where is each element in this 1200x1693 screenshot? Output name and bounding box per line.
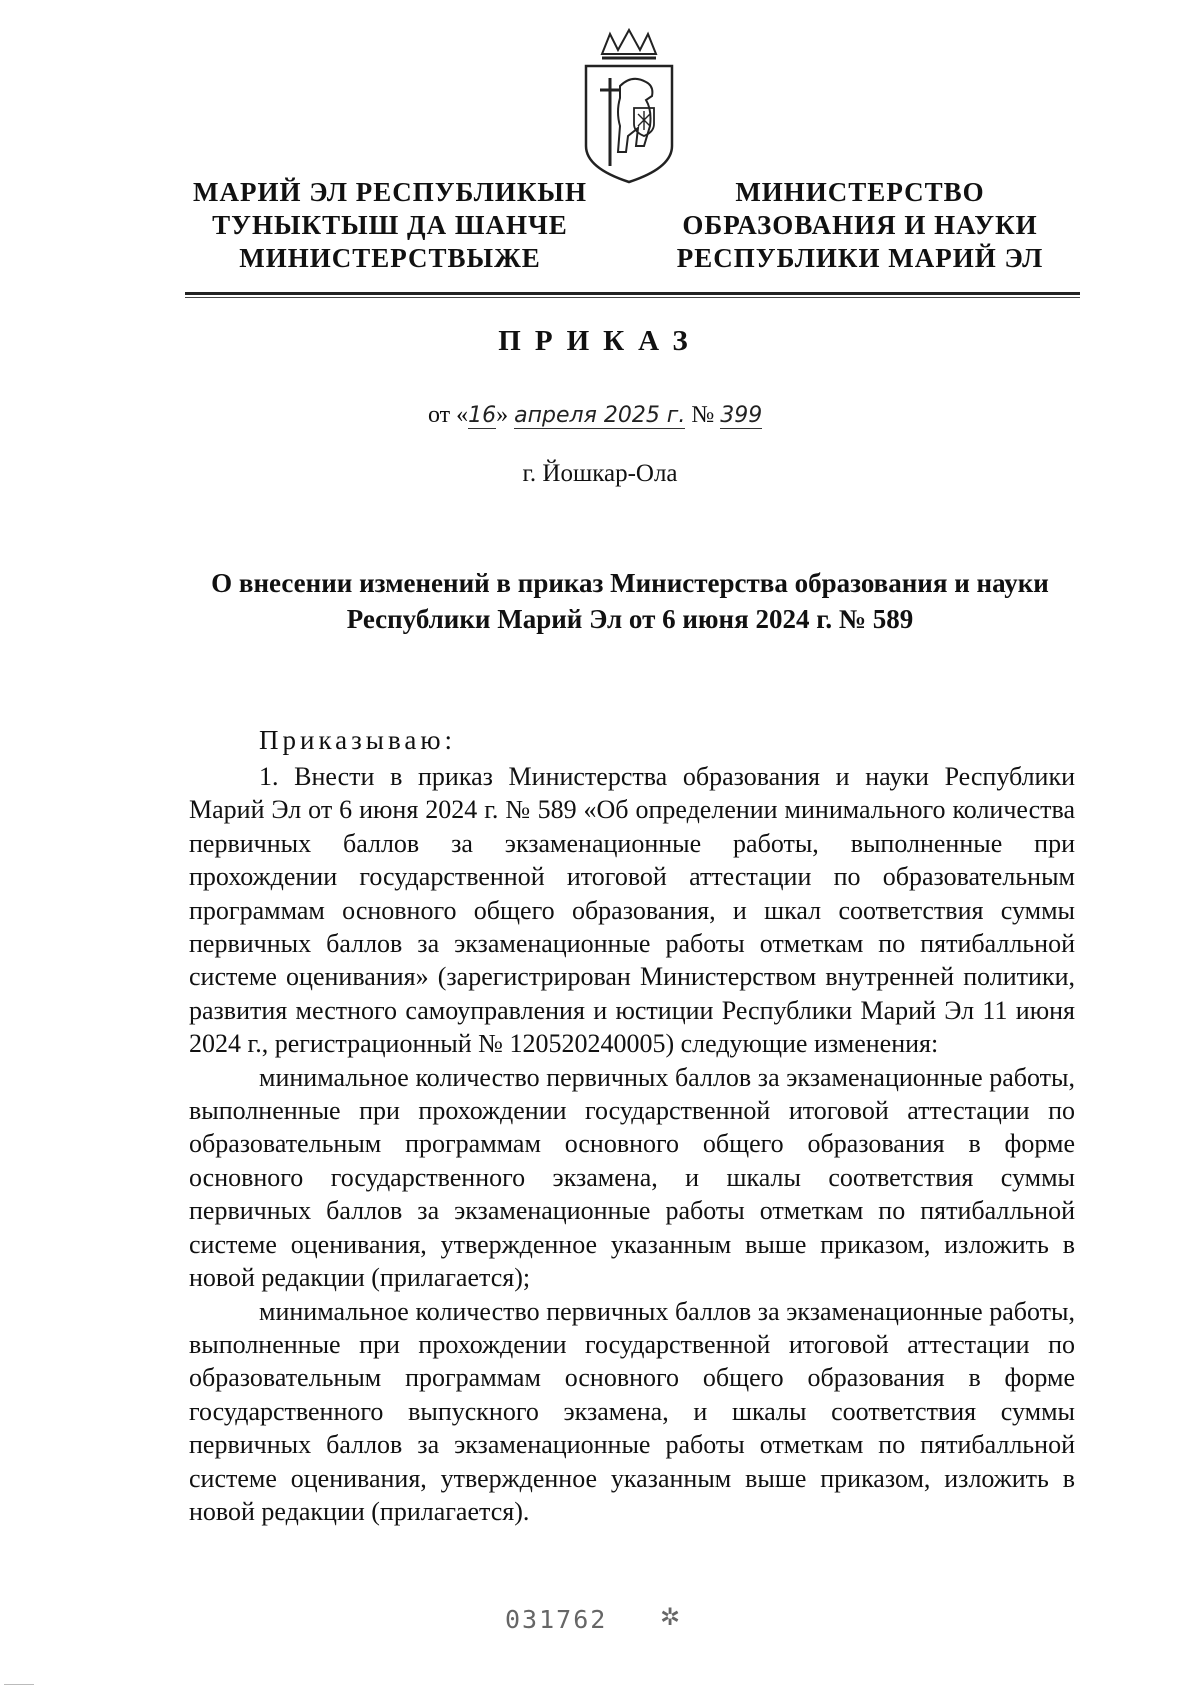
order-date-line: [428, 402, 762, 429]
order-month-year: апреля 2025 г.: [514, 403, 686, 428]
header-left-line: МИНИСТЕРСТВЫЖЕ: [239, 243, 541, 273]
header-left-line: ТУНЫКТЫШ ДА ШАНЧЕ: [212, 210, 568, 240]
header-divider-thin: [185, 297, 1080, 298]
body-paragraph: 1. Внести в приказ Министерства образования и науки Республики Марий Эл от 6 июня 2024 г. № 589 «Об определении минимального количества первичных баллов за экзаменационные работы, выполненные при прохождении государственной итоговой аттестации по образовательным программам основного общего образования, и шкал соответствия суммы первичных баллов за экзаменационные работы отметкам по пятибалльной системе оценивания» (зарегистрирован Министерством внутренней политики, развития местного самоуправления и юстиции Республики Марий Эл 11 июня 2024 г., регистрационный № 120520240005) следующие изменения:: [189, 762, 1075, 1059]
order-day: 16: [468, 403, 497, 428]
date-mid: »: [496, 402, 509, 428]
stamp-asterisk-icon: ✲: [660, 1605, 681, 1631]
page-corner-mark: [4, 1684, 34, 1685]
number-prefix: №: [691, 402, 715, 428]
body-paragraph: минимальное количество первичных баллов за экзаменационные работы, выполненные при прохождении государственной итоговой аттестации по образовательным программам основного общего образования в форме основного государственного экзамена, и шкалы соответствия суммы первичных баллов за экзаменационные работы отметкам по пятибалльной системе оценивания, утвержденное указанным выше приказом, изложить в новой редакции (прилагается);: [189, 1062, 1075, 1293]
order-title: ПРИКАЗ: [498, 325, 702, 357]
order-intro: Приказываю:: [259, 725, 456, 755]
header-right-line: ОБРАЗОВАНИЯ И НАУКИ: [682, 210, 1038, 240]
header-right-block: [660, 176, 1060, 275]
header-right-line: РЕСПУБЛИКИ МАРИЙ ЭЛ: [676, 243, 1044, 273]
document-body: [189, 760, 1075, 1528]
header-divider: [185, 292, 1080, 295]
header-right-line: МИНИСТЕРСТВО: [735, 177, 985, 207]
date-prefix: от «: [428, 402, 469, 428]
document-title-line: Республики Марий Эл от 6 июня 2024 г. № 589: [346, 604, 914, 634]
header-left-line: МАРИЙ ЭЛ РЕСПУБЛИКЫН: [193, 177, 587, 207]
order-city: г. Йошкар-Ола: [522, 460, 678, 487]
serial-stamp: 031762: [505, 1605, 608, 1634]
body-paragraph: минимальное количество первичных баллов за экзаменационные работы, выполненные при прохождении государственной итоговой аттестации по образовательным программам основного общего образования в форме государственного выпускного экзамена, и шкалы соответствия суммы первичных баллов за экзаменационные работы отметкам по пятибалльной системе оценивания, утвержденное указанным выше приказом, изложить в новой редакции (прилагается).: [189, 1296, 1075, 1526]
document-title: [180, 565, 1080, 637]
document-title-line: О внесении изменений в приказ Министерства образования и науки: [211, 568, 1049, 598]
order-number: 399: [720, 403, 763, 428]
coat-of-arms-icon: [580, 26, 678, 186]
header-left-block: [185, 176, 595, 275]
